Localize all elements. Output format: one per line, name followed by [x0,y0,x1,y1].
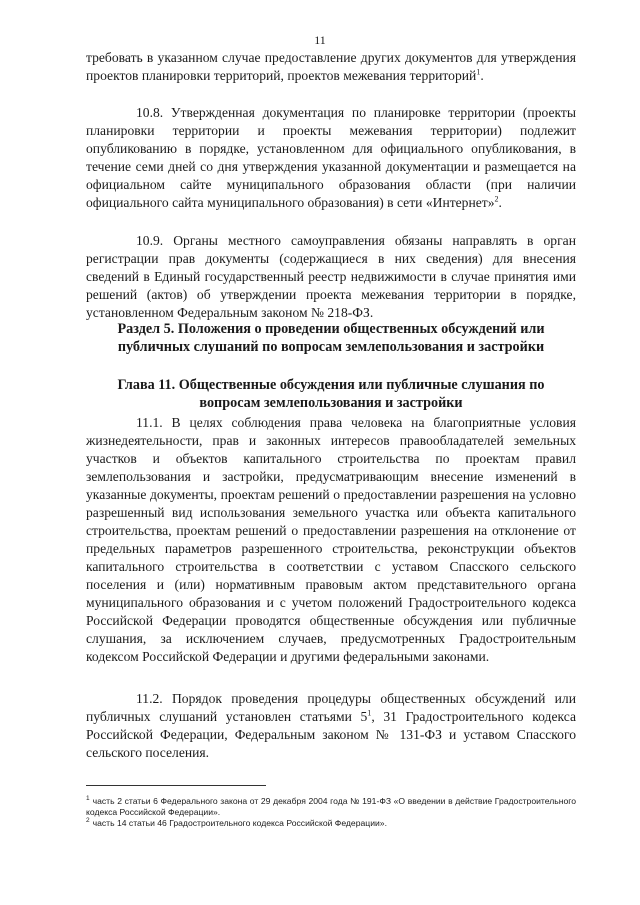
paragraph-10-9: 10.9. Органы местного самоуправления обязаны направлять в орган регистрации прав документы (содержащиеся в них сведения) для внесения сведений в Единый государственный реестр недвижимости в случае принятия ими решений (актов) об утверждении проекта межевания территории в порядке, установленном Федеральным законом № 218-ФЗ. [86,233,576,320]
paragraph-11-1: 11.1. В целях соблюдения права человека на благоприятные условия жизнедеятельности, прав и законных интересов правообладателей земельных участков и объектов капитального строительства по проектам правил землепользования и застройки, предусматривающим внесение изменений в указанные документы, проектам решений о предоставлении разрешения на условно разрешенный вид использования земельного участка или объекта капитального строительства, проектам решений о предоставлении разрешения на отклонение от предельных параметров разрешенного строительства, реконструкции объектов капитального строительства в соответствии с уставом Спасского сельского поселения и (или) нормативным правовым актом представительного органа муниципального образования и с учетом положений Градостроительного кодекса Российской Федерации проводятся общественные обсуждения или публичные слушания, за исключением случаев, предусмотренных Градостроительным кодексом Российской Федерации и другими федеральными законами. [86,415,576,664]
paragraph-continuation: требовать в указанном случае предоставление других документов для утверждения проектов планировки территорий, проектов межевания территорий$^1$. [86,50,576,83]
paragraph-text: 10.8. Утвержденная документация по планировке территории (проекты планировки территории и проекты межевания территории) подлежит опубликованию в порядке, установленном для официального опубликования, в течение семи дней со дня утверждения указанной документации и размещается на официальном сайте муниципального образования области (при наличии официального сайта муниципального образования) в сети «Интернет» [86,105,576,210]
footnote-text: часть 14 статьи 46 Градостроительного кодекса Российской Федерации». [92,818,387,828]
footnote-divider [86,785,266,786]
footnote-2 [86,818,576,829]
footnote-ref: 1 [367,708,372,718]
footnote-text: часть 2 статьи 6 Федерального закона от 29 декабря 2004 года № 191-ФЗ «О введении в действие Градостроительного кодекса Российской Федерации». [86,796,576,817]
paragraph-10-8: 10.8. Утвержденная документация по планировке территории (проекты планировки территории и проекты межевания территории) подлежит опубликованию в порядке, установленном для официального опубликования, в течение семи дней со дня утверждения указанной документации и размещается на официальном сайте муниципального образования области (при наличии официального сайта муниципального образования) в сети «Интернет»$^2$. [86,105,576,210]
paragraph-text: 11.2. Порядок проведения процедуры общественных обсуждений или публичных слушаний установлен статьями 5 [86,691,576,724]
paragraph-text: требовать в указанном случае предоставление других документов для утверждения проектов планировки территорий, проектов межевания территорий [86,50,576,83]
footnote-1 [86,796,576,817]
footnote-mark: 2 [86,817,90,825]
footnote-ref: 1 [476,67,481,77]
footnote-ref: 2 [494,194,499,204]
footnote-mark: 1 [86,795,90,803]
chapter-heading: Глава 11. Общественные обсуждения или публичные слушания по вопросам землепользования и застройки [117,377,545,411]
section-heading: Раздел 5. Положения о проведении общественных обсуждений или публичных слушаний по вопросам землепользования и застройки [117,321,545,355]
paragraph-11-2 [86,690,576,762]
page-number: 11 [314,33,326,47]
paragraph-text: , 31 Градостроительного кодекса Российской Федерации, Федеральным законом № 131-ФЗ и уставом Спасского сельского поселения. [86,709,576,760]
